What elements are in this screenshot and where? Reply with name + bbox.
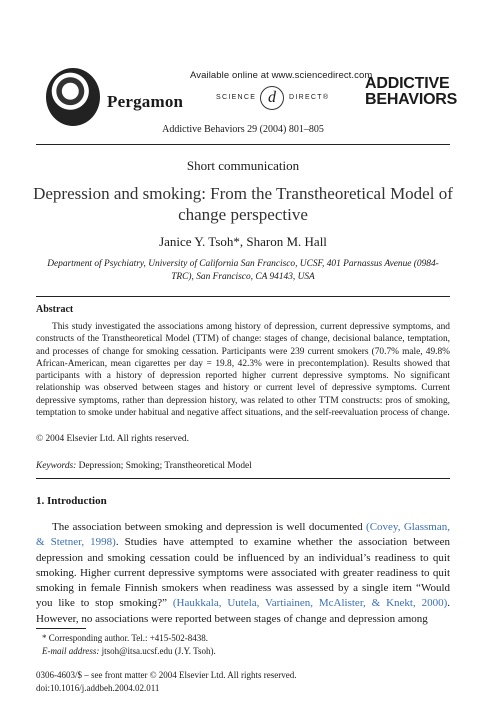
intro-text-1: The association between smoking and depression is well documented bbox=[52, 521, 367, 533]
email-note bbox=[36, 645, 456, 657]
header-divider bbox=[36, 144, 450, 145]
intro-paragraph bbox=[36, 520, 450, 627]
citation: Addictive Behaviors 29 (2004) 801–805 bbox=[162, 124, 324, 135]
keywords-label: Keywords: bbox=[36, 461, 77, 471]
abstract-top-divider bbox=[36, 296, 450, 297]
abstract-copyright: © 2004 Elsevier Ltd. All rights reserved. bbox=[36, 434, 189, 444]
corresponding-author-note: * Corresponding author. Tel.: +415-502-8438. bbox=[42, 633, 209, 643]
abstract-text: This study investigated the associations among history of depression, current depressive symptoms, and constructs of the Transtheoretical Model (TTM) of change: stages of change, decisional balance, temptation, and processes of change for smoking cessation. Participants were 239 current smokers (70.7% male, 49.8% African-American, mean cigarettes per day = 19.8, 42.3% were in precontemplation). Results showed that participants with a history of depression reported higher current depressive symptoms. No significant relationship was observed between stages and history or current level of depressive symptoms. Current depressive symptoms, rather than depression history, was related to other TTM constructs: pros of smoking, temptation to smoke under habitual and negative affect situations, and the self-reevaluation process of change. bbox=[36, 322, 450, 419]
email-address[interactable]: jtsoh@itsa.ucsf.edu (J.Y. Tsoh). bbox=[99, 646, 216, 656]
doi-line[interactable]: doi:10.1016/j.addbeh.2004.02.011 bbox=[36, 683, 160, 693]
abstract-heading: Abstract bbox=[36, 304, 74, 315]
email-label: E-mail address: bbox=[42, 646, 100, 656]
authors: Janice Y. Tsoh*, Sharon M. Hall bbox=[159, 234, 327, 249]
intro-text-2: . Studies have attempted to examine whether the association between depression and smoking cessation could be influenced by an individual’s readiness to quit smoking. Higher current depressive symptoms were associated with greater readiness to quit smoking in female Finnish smokers when readiness was assessed by a single item “Would you like to stop smoking?” bbox=[36, 536, 450, 610]
section-type: Short communication bbox=[186, 158, 300, 173]
pergamon-logo bbox=[46, 68, 100, 126]
sciencedirect-at-icon: d bbox=[260, 86, 284, 110]
footnote-divider bbox=[36, 628, 86, 629]
keywords bbox=[36, 461, 252, 471]
sciencedirect-right: DIRECT® bbox=[289, 94, 330, 101]
publisher-name: Pergamon bbox=[107, 92, 184, 111]
affiliation: Department of Psychiatry, University of California San Francisco, UCSF, 401 Parnassus Avenue (0984-TRC), San Francisco, CA 94143, USA bbox=[47, 259, 439, 282]
intro-text-3: . However, no associations were reported between stages of change and depression among bbox=[36, 597, 450, 625]
reference-link[interactable]: (Haukkala, Uutela, Vartiainen, McAlister, & Knekt, 2000) bbox=[172, 597, 448, 610]
journal-title: ADDICTIVE BEHAVIORS bbox=[365, 75, 458, 108]
reference-link[interactable]: (Covey, Glassman, & Stetner, 1998) bbox=[36, 521, 450, 549]
intro-heading: 1. Introduction bbox=[36, 495, 107, 507]
keywords-text: Depression; Smoking; Transtheoretical Model bbox=[76, 461, 252, 471]
article-title: Depression and smoking: From the Transtheoretical Model of change perspective bbox=[33, 184, 453, 224]
sciencedirect-logo bbox=[216, 86, 338, 110]
issn-line: 0306-4603/$ – see front matter © 2004 Elsevier Ltd. All rights reserved. bbox=[36, 670, 297, 680]
available-online-text[interactable]: Available online at www.sciencedirect.com bbox=[190, 70, 373, 81]
sciencedirect-left: SCIENCE bbox=[216, 94, 257, 101]
keywords-divider bbox=[36, 478, 450, 479]
